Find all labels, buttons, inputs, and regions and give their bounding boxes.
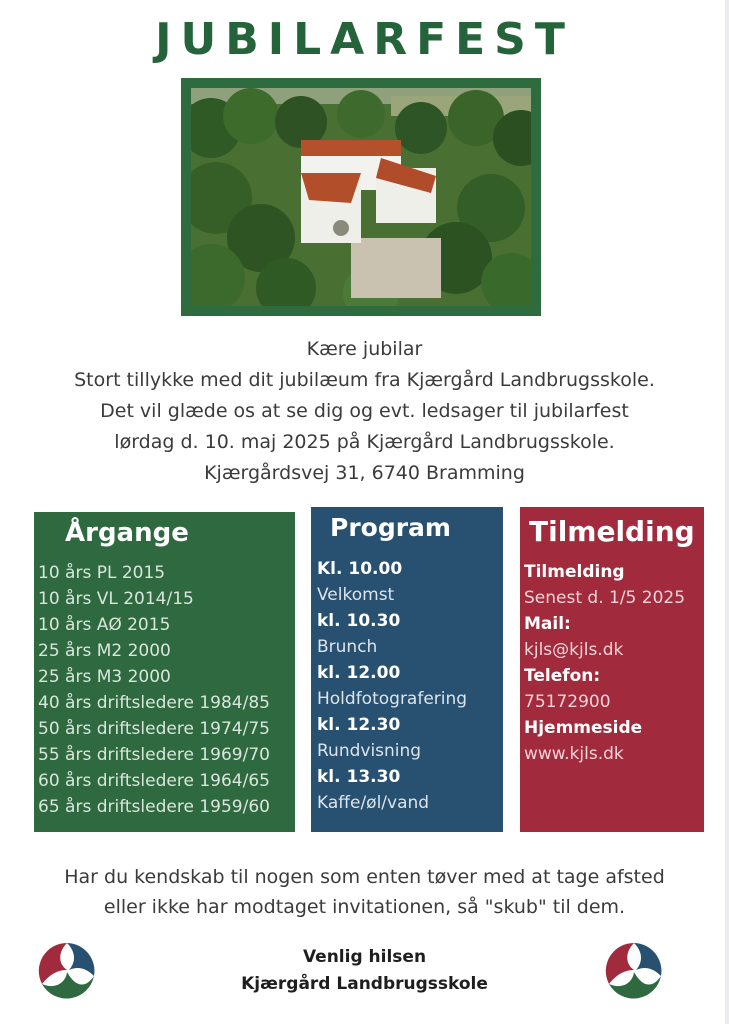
program-time: kl. 13.30 <box>317 767 401 787</box>
program-time: Kl. 10.00 <box>317 559 403 579</box>
list-item: 10 års AØ 2015 <box>38 615 171 635</box>
list-item: 55 års driftsledere 1969/70 <box>38 745 270 765</box>
program-event: Holdfotografering <box>317 689 468 709</box>
mail-label: Mail: <box>524 614 571 634</box>
program-time: kl. 12.30 <box>317 715 401 735</box>
footer-text <box>0 862 729 922</box>
phone-value: 75172900 <box>524 692 611 712</box>
website-link[interactable]: www.kjls.dk <box>524 744 624 764</box>
signature-name: Kjærgård Landbrugsskole <box>241 974 488 994</box>
list-item: 65 års driftsledere 1959/60 <box>38 797 270 817</box>
tilmelding-box <box>520 507 704 832</box>
kjaergaard-logo-icon <box>603 940 665 1002</box>
program-time: kl. 12.00 <box>317 663 401 683</box>
greeting-line: Kære jubilar <box>306 338 423 360</box>
page-title: JUBILARFEST <box>155 14 574 65</box>
program-title: Program <box>330 513 451 542</box>
tilmelding-title: Tilmelding <box>529 515 695 548</box>
program-event: Kaffe/øl/vand <box>317 793 430 813</box>
program-event: Rundvisning <box>317 741 422 761</box>
program-event: Velkomst <box>317 585 395 605</box>
school-building-photo <box>191 88 531 306</box>
list-item: 25 års M2 2000 <box>38 641 171 661</box>
program-time: kl. 10.30 <box>317 611 401 631</box>
program-event: Brunch <box>317 637 378 657</box>
footer-line: Har du kendskab til nogen som enten tøver med at tage afsted <box>64 866 665 888</box>
invitation-line: Det vil glæde os at se dig og evt. ledsager til jubilarfest <box>100 400 629 422</box>
argange-title: Årgange <box>65 518 189 548</box>
congrats-line: Stort tillykke med dit jubilæum fra Kjærgård Landbrugsskole. <box>74 369 655 391</box>
signature-greeting: Venlig hilsen <box>302 947 427 967</box>
program-box <box>311 507 503 832</box>
list-item: 10 års VL 2014/15 <box>38 589 194 609</box>
website-label: Hjemmeside <box>524 718 643 738</box>
intro-text <box>0 334 729 489</box>
argange-box <box>34 512 295 832</box>
date-line: lørdag d. 10. maj 2025 på Kjærgård Landbrugsskole. <box>114 431 615 453</box>
phone-label: Telefon: <box>524 666 601 686</box>
footer-line: eller ikke har modtaget invitationen, så "skub" til dem. <box>103 896 626 918</box>
list-item: 60 års driftsledere 1964/65 <box>38 771 270 791</box>
tilmelding-label: Tilmelding <box>524 562 625 582</box>
photo-frame <box>181 78 541 316</box>
list-item: 50 års driftsledere 1974/75 <box>38 719 270 739</box>
mail-link[interactable]: kjls@kjls.dk <box>524 640 624 660</box>
kjaergaard-logo-icon <box>36 940 98 1002</box>
address-line: Kjærgårdsvej 31, 6740 Bramming <box>204 462 525 484</box>
list-item: 10 års PL 2015 <box>38 563 166 583</box>
deadline-value: Senest d. 1/5 2025 <box>524 588 686 608</box>
list-item: 40 års driftsledere 1984/85 <box>38 693 270 713</box>
list-item: 25 års M3 2000 <box>38 667 171 687</box>
